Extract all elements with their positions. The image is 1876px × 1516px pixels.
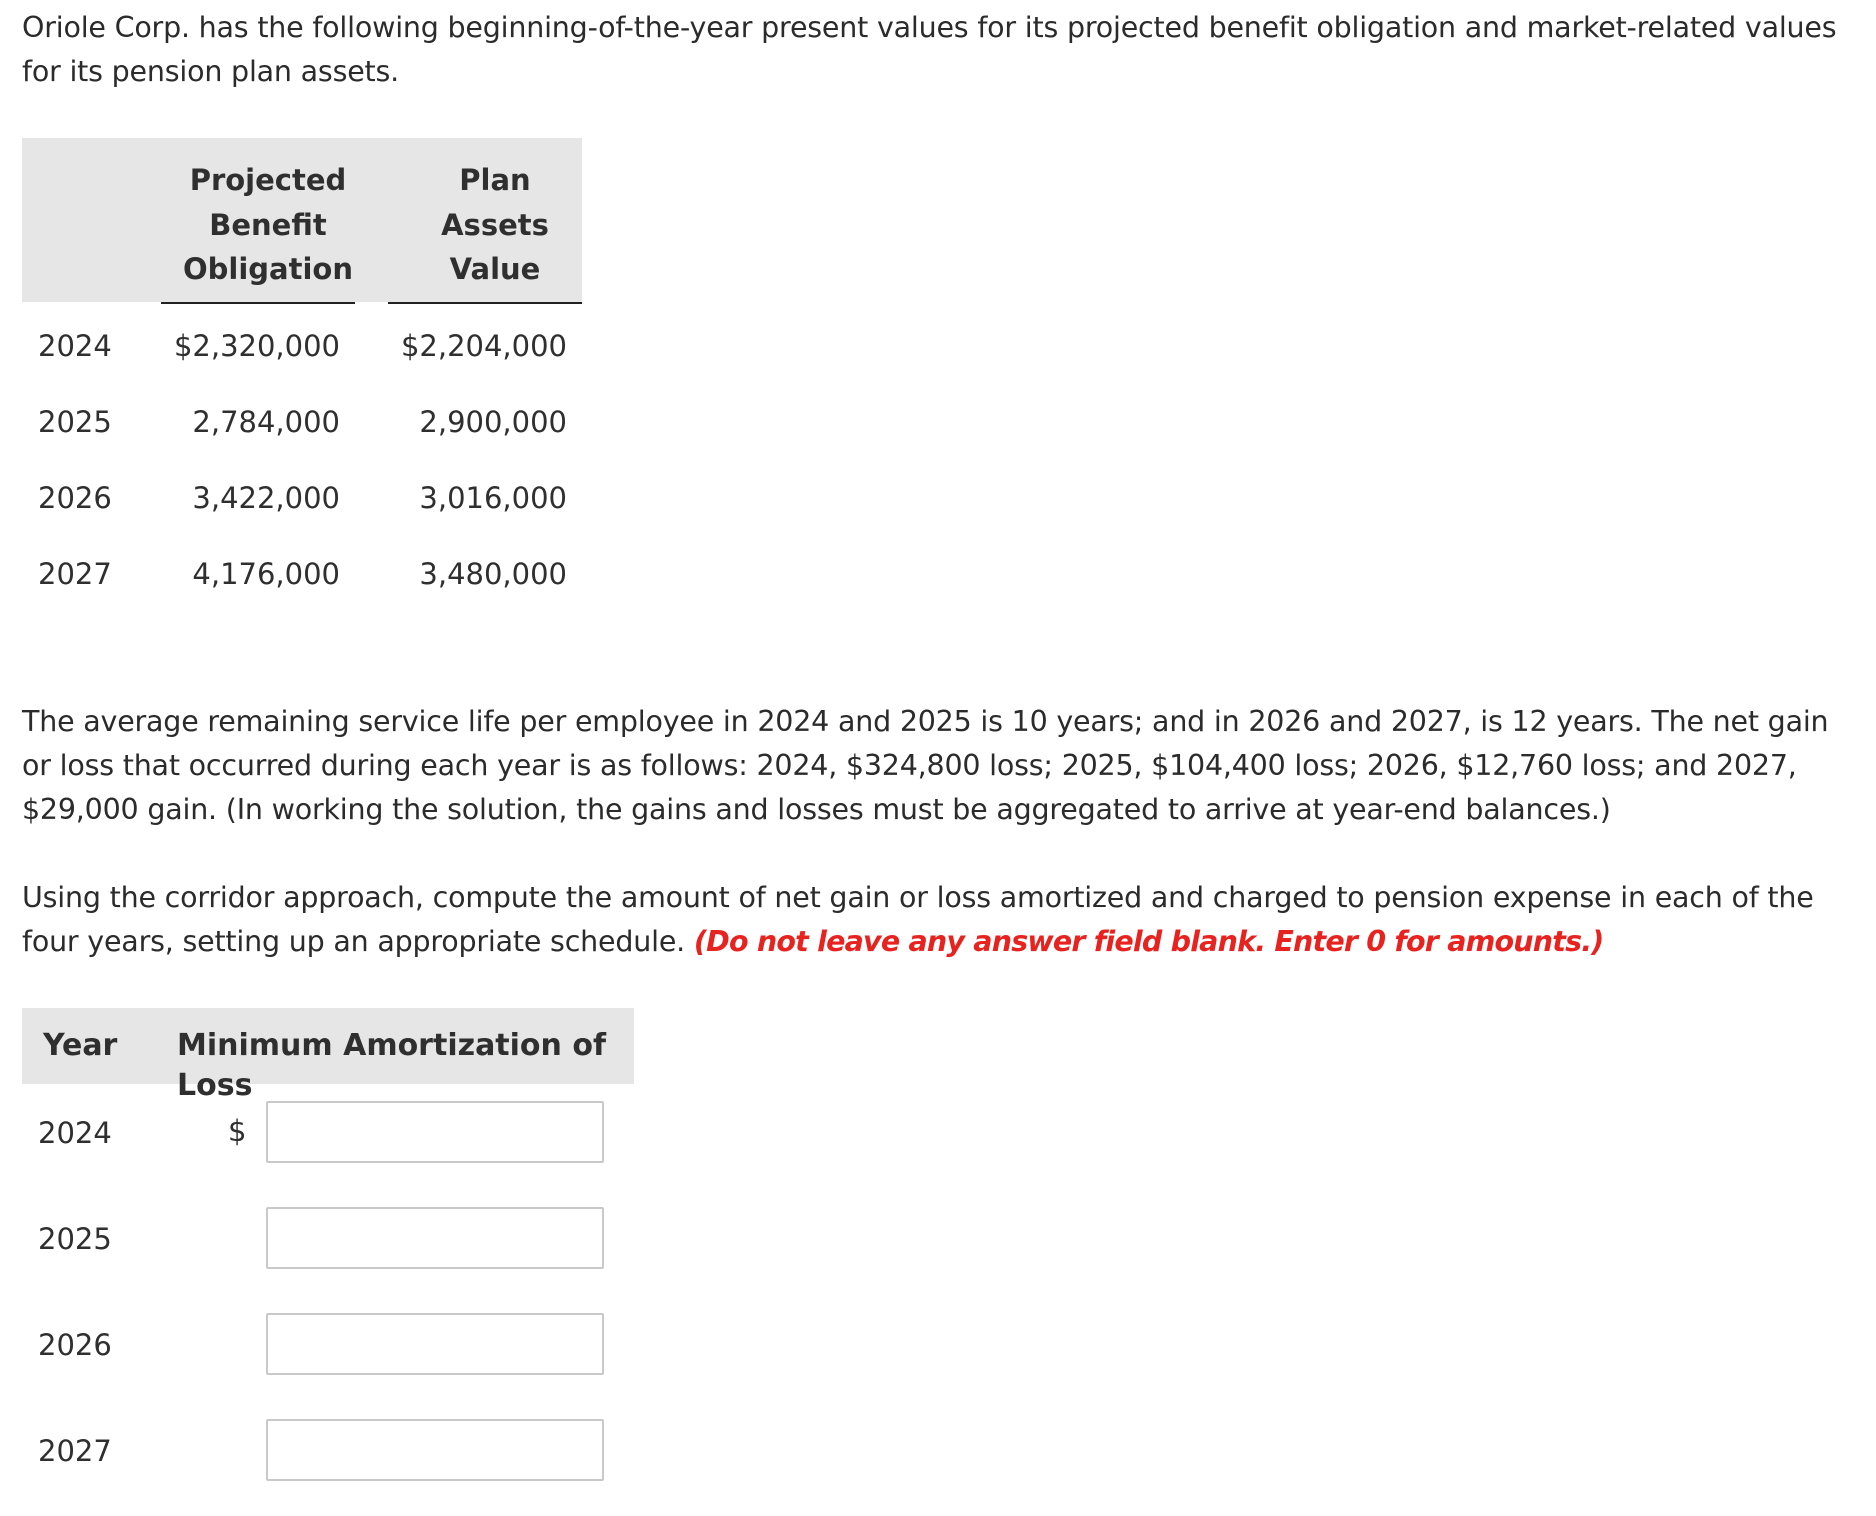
row-year: 2025	[38, 405, 112, 439]
instruction-paragraph	[22, 876, 1862, 964]
instruction-note: (Do not leave any answer field blank. Enter 0 for amounts.)	[693, 925, 1604, 958]
pension-values-table	[22, 138, 582, 608]
row-year: 2024	[38, 329, 112, 363]
header-line: Obligation	[183, 252, 353, 286]
answer-row-year: 2027	[38, 1434, 112, 1468]
amortization-input-2026[interactable]	[266, 1313, 604, 1375]
row-pbo-value: $2,320,000	[173, 329, 340, 363]
amortization-input-2027[interactable]	[266, 1419, 604, 1481]
header-underline	[388, 302, 582, 304]
row-year: 2027	[38, 557, 112, 591]
answer-header-year: Year	[43, 1028, 118, 1063]
row-plan-assets-value: 3,480,000	[419, 557, 567, 591]
amortization-input-2024[interactable]	[266, 1101, 604, 1163]
header-line: Assets	[441, 207, 549, 242]
row-plan-assets-value: $2,204,000	[400, 329, 567, 363]
header-projected-benefit-obligation	[161, 158, 375, 292]
answer-row-year: 2026	[38, 1328, 112, 1362]
dollar-sign: $	[228, 1114, 247, 1148]
answer-header-amortization: Minimum Amortization of Loss	[177, 1028, 607, 1103]
intro-paragraph: Oriole Corp. has the following beginning-of-the-year present values for its projected benefit obligation and market-related values for its pension plan assets.	[22, 11, 1837, 88]
row-year: 2026	[38, 481, 112, 515]
row-plan-assets-value: 2,900,000	[419, 405, 567, 439]
header-line: Value	[449, 252, 541, 286]
row-plan-assets-value: 3,016,000	[419, 481, 567, 515]
instruction-text: Using the corridor approach, compute the amount of net gain or loss amortized and charged to pension expense in each of the four years, setting up an appropriate schedule.	[22, 881, 1814, 958]
header-plan-assets-value	[388, 158, 602, 292]
service-life-paragraph: The average remaining service life per employee in 2024 and 2025 is 10 years; and in 2026 and 2027, is 12 years. The net gain or loss that occurred during each year is as follows: 2024, $324,800 loss; 2025, $104,400 loss; 2026, $12,760 loss; and 2027, $29,000 gain. (In working the solution, the gains and losses must be aggregated to arrive at year-end balances.)	[22, 705, 1829, 826]
header-underline	[161, 302, 355, 304]
answer-table	[22, 1008, 634, 1498]
answer-row-year: 2025	[38, 1222, 112, 1256]
header-line: Benefit	[209, 207, 327, 242]
answer-row-year: 2024	[38, 1116, 112, 1150]
row-pbo-value: 3,422,000	[192, 481, 340, 515]
amortization-input-2025[interactable]	[266, 1207, 604, 1269]
header-line: Plan	[459, 163, 531, 197]
row-pbo-value: 2,784,000	[192, 405, 340, 439]
row-pbo-value: 4,176,000	[192, 557, 340, 591]
header-line: Projected	[189, 163, 347, 197]
